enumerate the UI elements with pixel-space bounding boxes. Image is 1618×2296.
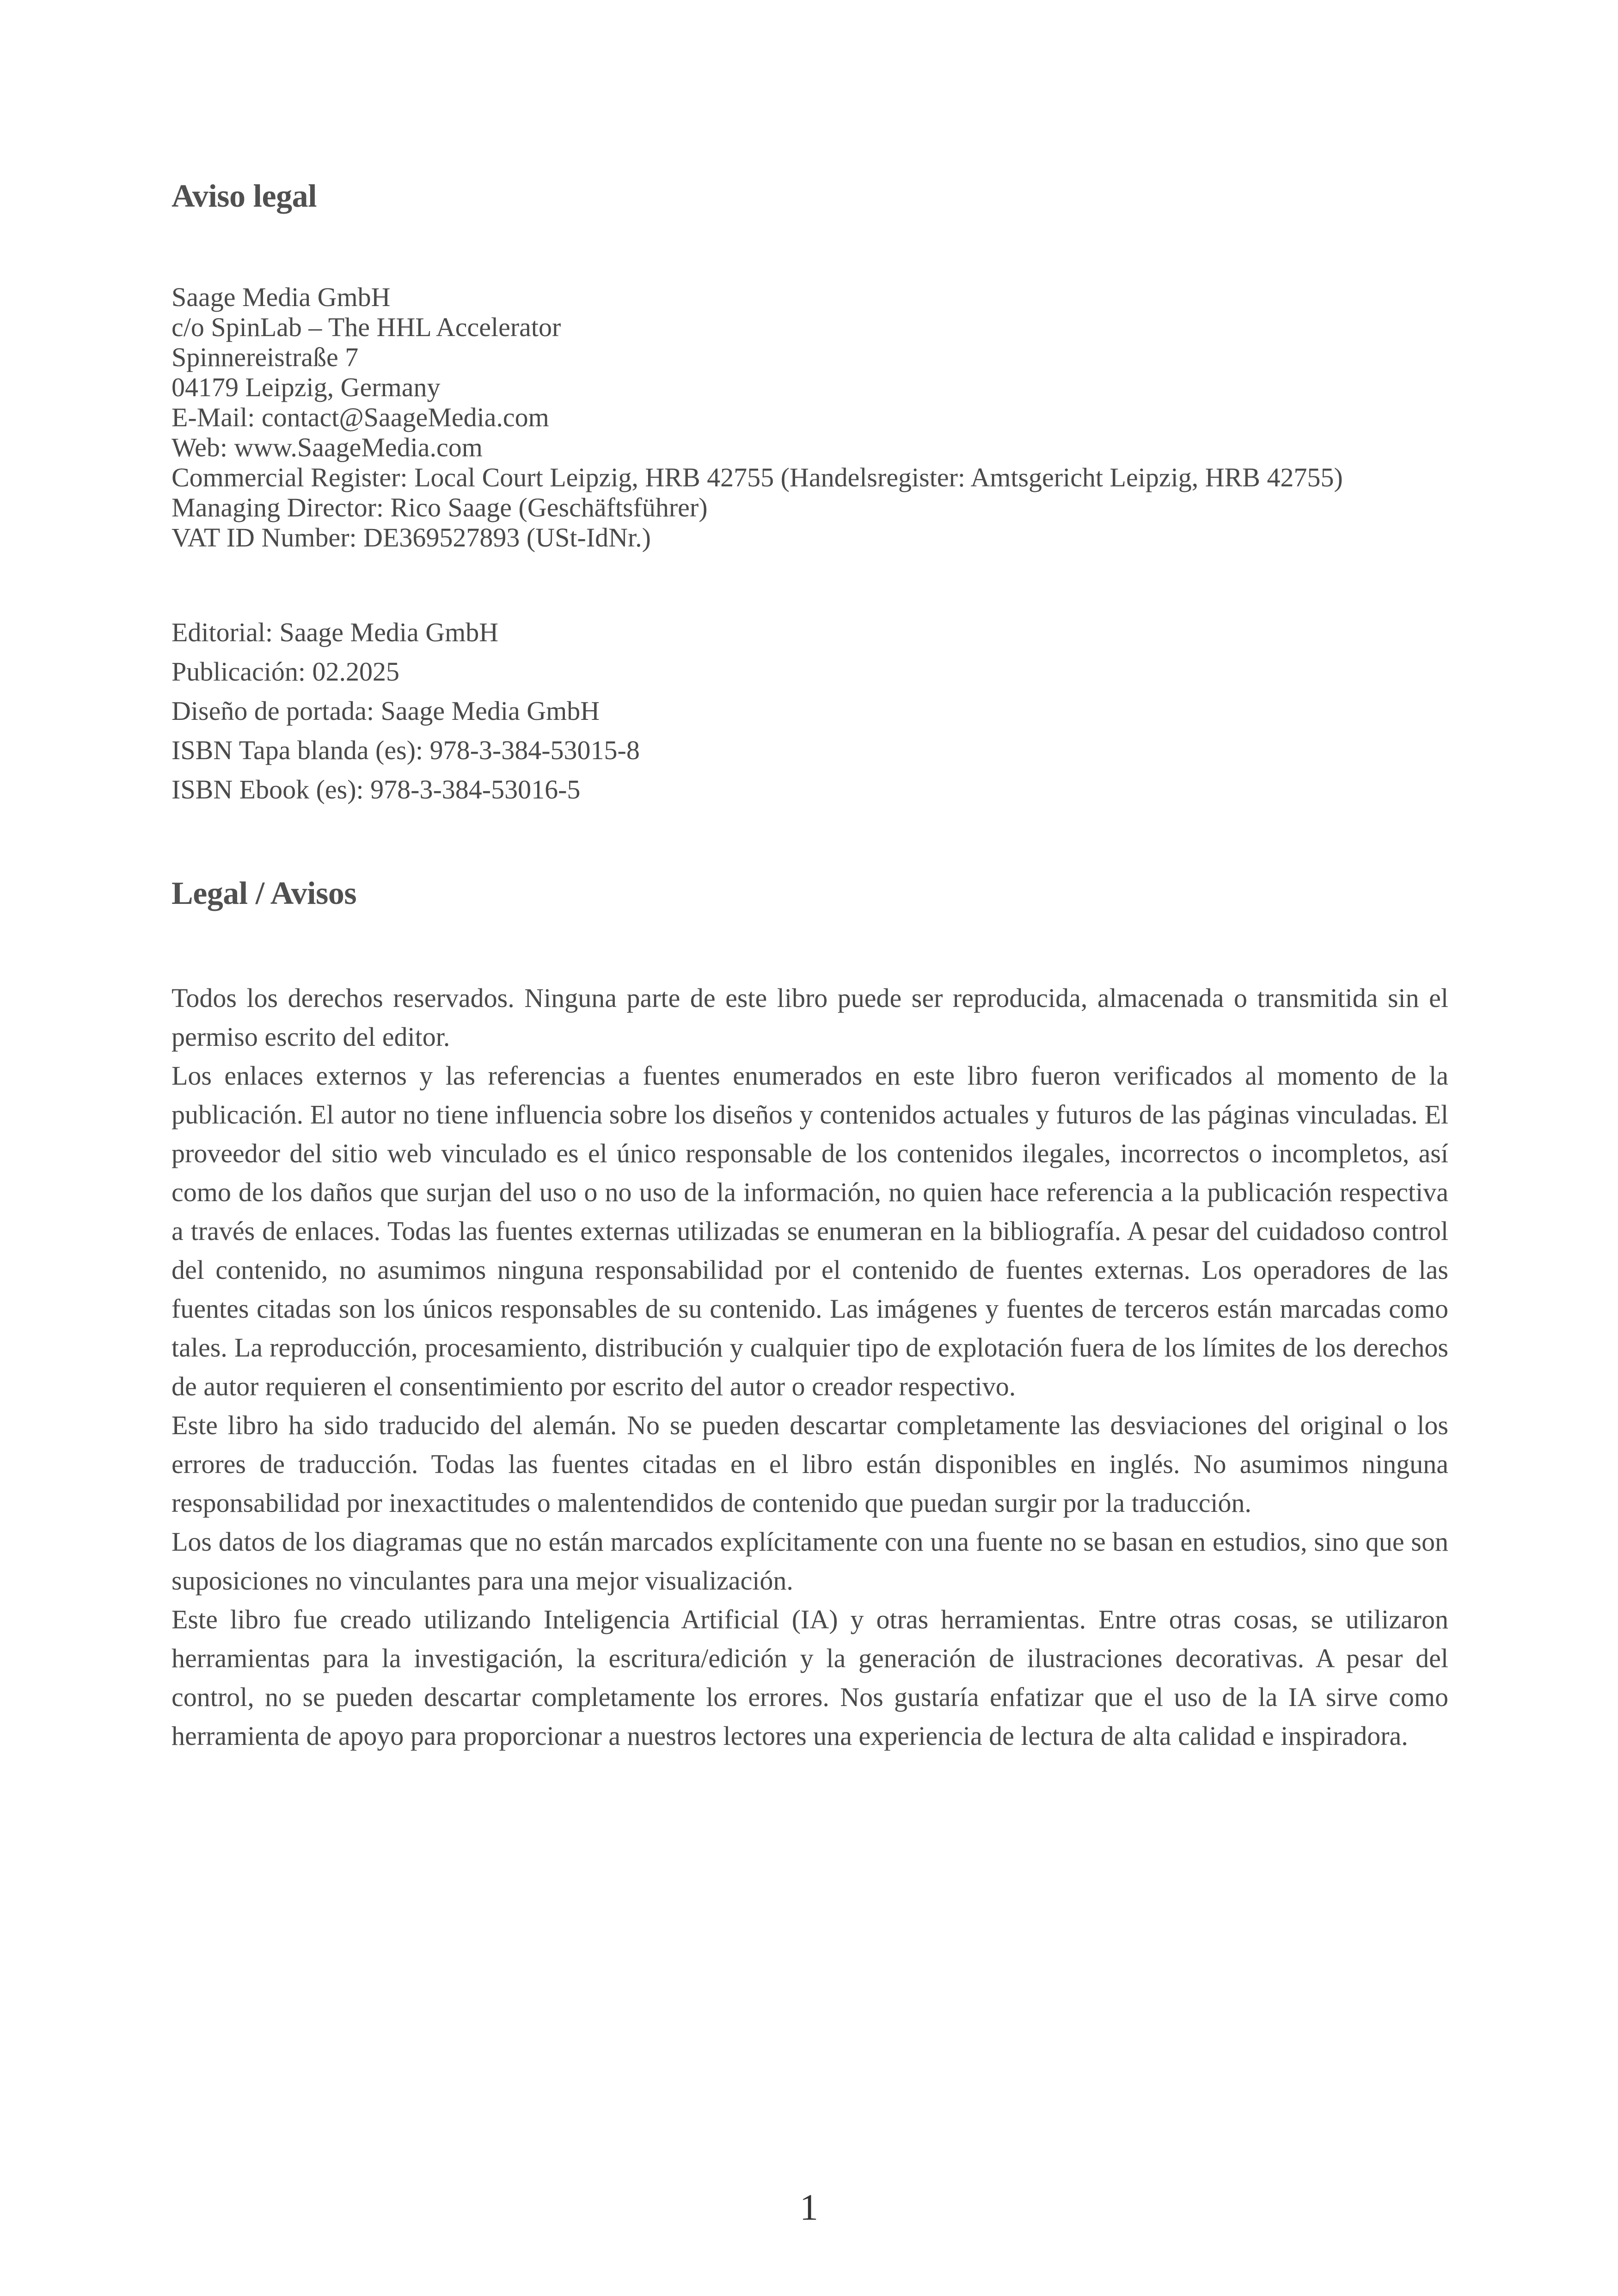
imprint-care-of: c/o SpinLab – The HHL Accelerator [172, 312, 561, 342]
imprint-managing-director: Managing Director: Rico Saage (Geschäftsführer) [172, 492, 708, 522]
imprint-email: E-Mail: contact@SaageMedia.com [172, 402, 549, 432]
publication-editorial: Editorial: Saage Media GmbH [172, 617, 499, 647]
imprint-block [172, 282, 1466, 553]
publication-info-block [172, 613, 1466, 809]
imprint-company: Saage Media GmbH [172, 282, 391, 312]
imprint-street: Spinnereistraße 7 [172, 342, 359, 372]
legal-avisos-heading: Legal / Avisos [172, 876, 357, 911]
legal-notices-body [172, 979, 1448, 1756]
imprint-vat-id: VAT ID Number: DE369527893 (USt-IdNr.) [172, 522, 651, 553]
paragraph-diagram-data: Los datos de los diagramas que no están marcados explícitamente con una fuente no se basan en estudios, sino que son suposiciones no vinculantes para una mejor visualización. [172, 1527, 1448, 1596]
paragraph-rights-reserved: Todos los derechos reservados. Ninguna parte de este libro puede ser reproducida, almacenada o transmitida sin el permiso escrito del editor. [172, 983, 1448, 1052]
page-number: 1 [800, 2187, 818, 2228]
publication-date: Publicación: 02.2025 [172, 657, 399, 687]
imprint-city: 04179 Leipzig, Germany [172, 372, 441, 402]
paragraph-ai-usage: Este libro fue creado utilizando Inteligencia Artificial (IA) y otras herramientas. Entre otras cosas, se utilizaron herramientas para la investigación, la escritura/edición y la generación de ilustraciones decorativas. A pesar del control, no se pueden descartar completamente los errores. Nos gustaría enfatizar que el uso de la IA sirve como herramienta de apoyo para proporcionar a nuestros lectores una experiencia de lectura de alta calidad e inspiradora. [172, 1604, 1448, 1751]
publication-isbn-ebook: ISBN Ebook (es): 978-3-384-53016-5 [172, 774, 581, 804]
paragraph-external-links: Los enlaces externos y las referencias a fuentes enumerados en este libro fueron verificados al momento de la publicación. El autor no tiene influencia sobre los diseños y contenidos actuales y futuros de las páginas vinculadas. El proveedor del sitio web vinculado es el único responsable de los contenidos ilegales, incorrectos o incompletos, así como de los daños que surjan del uso o no uso de la información, no quien hace referencia a la publicación respectiva a través de enlaces. Todas las fuentes externas utilizadas se enumeran en la bibliografía. A pesar del cuidadoso control del contenido, no asumimos ninguna responsabilidad por el contenido de fuentes externas. Los operadores de las fuentes citadas son los únicos responsables de su contenido. Las imágenes y fuentes de terceros están marcadas como tales. La reproducción, procesamiento, distribución y cualquier tipo de explotación fuera de los límites de los derechos de autor requieren el consentimiento por escrito del autor o creador respectivo. [172, 1061, 1448, 1401]
publication-cover-design: Diseño de portada: Saage Media GmbH [172, 696, 600, 726]
imprint-commercial-register: Commercial Register: Local Court Leipzig, HRB 42755 (Handelsregister: Amtsgericht Leipzig, HRB 42755) [172, 462, 1343, 492]
publication-isbn-paperback: ISBN Tapa blanda (es): 978-3-384-53015-8 [172, 735, 640, 765]
paragraph-translation: Este libro ha sido traducido del alemán. No se pueden descartar completamente las desviaciones del original o los errores de traducción. Todas las fuentes citadas en el libro están disponibles en inglés. No asumimos ninguna responsabilidad por inexactitudes o malentendidos de contenido que puedan surgir por la traducción. [172, 1410, 1448, 1518]
imprint-web: Web: www.SaageMedia.com [172, 432, 483, 462]
aviso-legal-heading: Aviso legal [172, 178, 317, 214]
